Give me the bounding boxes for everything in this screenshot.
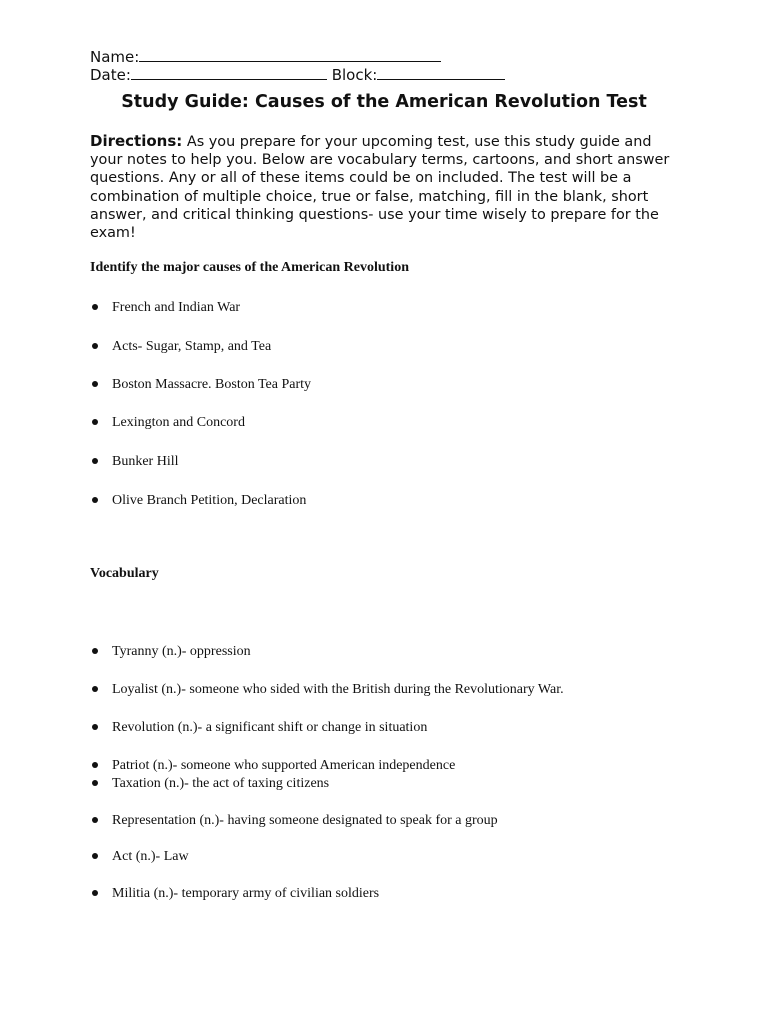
bullet-icon (92, 419, 98, 425)
list-item: Acts- Sugar, Stamp, and Tea (90, 338, 271, 356)
vocabulary-heading: Vocabulary (90, 566, 159, 581)
list-item: Militia (n.)- temporary army of civilian soldiers (90, 885, 379, 903)
bullet-icon (92, 304, 98, 310)
date-label: Date: (90, 66, 131, 84)
list-item: Representation (n.)- having someone designated to speak for a group (90, 812, 498, 830)
name-line (90, 47, 441, 66)
list-item: Olive Branch Petition, Declaration (90, 492, 306, 510)
bullet-icon (92, 762, 98, 768)
block-label: Block: (331, 66, 378, 84)
causes-heading: Identify the major causes of the American Revolution (90, 260, 409, 275)
name-label: Name: (90, 48, 140, 66)
list-item: Lexington and Concord (90, 414, 245, 432)
list-item: Boston Massacre. Boston Tea Party (90, 376, 311, 394)
name-blank[interactable] (139, 47, 441, 62)
directions-text: As you prepare for your upcoming test, use this study guide and your notes to help you. Below are vocabulary terms, cartoons, and short answer questions. Any or all of these items could be on included. The test will be a combination of multiple choice, true or false, matching, fill in the blank, short answer, and critical thinking questions- use your time wisely to prepare for the exam! (90, 134, 670, 242)
directions-label: Directions: (90, 132, 183, 150)
list-item: Taxation (n.)- the act of taxing citizens (90, 775, 329, 793)
bullet-icon (92, 497, 98, 503)
list-item: Tyranny (n.)- oppression (90, 643, 251, 661)
bullet-icon (92, 724, 98, 730)
bullet-icon (92, 780, 98, 786)
bullet-icon (92, 381, 98, 387)
list-item: French and Indian War (90, 299, 240, 317)
list-item: Patriot (n.)- someone who supported American independence (90, 757, 455, 775)
bullet-icon (92, 343, 98, 349)
bullet-icon (92, 853, 98, 859)
bullet-icon (92, 648, 98, 654)
page-title: Study Guide: Causes of the American Revolution Test (121, 92, 647, 112)
date-block-line (90, 65, 505, 84)
list-item: Act (n.)- Law (90, 848, 189, 866)
block-blank[interactable] (377, 65, 505, 80)
directions-paragraph (90, 132, 680, 242)
list-item: Revolution (n.)- a significant shift or change in situation (90, 719, 427, 737)
bullet-icon (92, 817, 98, 823)
date-blank[interactable] (131, 65, 327, 80)
list-item: Loyalist (n.)- someone who sided with the British during the Revolutionary War. (90, 681, 564, 699)
bullet-icon (92, 890, 98, 896)
list-item: Bunker Hill (90, 453, 179, 471)
bullet-icon (92, 686, 98, 692)
bullet-icon (92, 458, 98, 464)
